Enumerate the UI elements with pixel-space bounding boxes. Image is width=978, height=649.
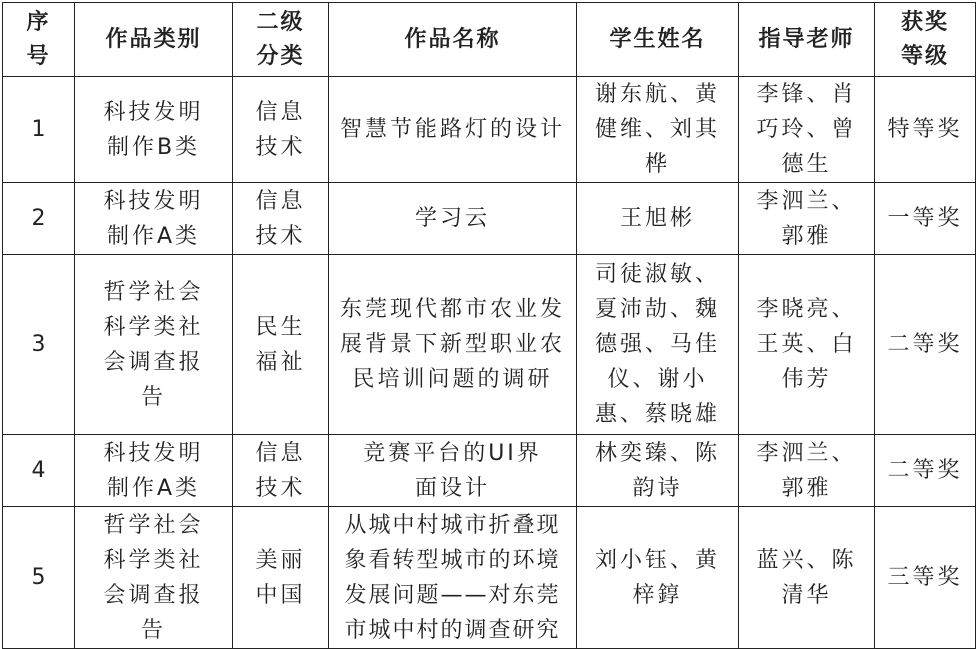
- row-subcategory: 民生福祉: [233, 255, 329, 435]
- table-row: [3, 183, 976, 255]
- row-advisors: 李泗兰、郭雅: [739, 183, 875, 255]
- row-students: 谢东航、黄健维、刘其桦: [577, 77, 739, 183]
- row-award: 二等奖: [875, 255, 976, 435]
- table-header-row: [3, 3, 976, 77]
- row-award: 一等奖: [875, 183, 976, 255]
- row-advisors: 蓝兴、陈清华: [739, 507, 875, 649]
- row-subcategory: 信息技术: [233, 435, 329, 507]
- table-row: [3, 255, 976, 435]
- row-award: 特等奖: [875, 77, 976, 183]
- awards-table: [2, 2, 976, 649]
- row-students: 司徒淑敏、夏沛劼、魏德强、马佳仪、谢小惠、蔡晓雄: [577, 255, 739, 435]
- row-index: 1: [3, 77, 75, 183]
- table-row: [3, 507, 976, 649]
- row-title: 竞赛平台的UI界面设计: [329, 435, 577, 507]
- row-award: 三等奖: [875, 507, 976, 649]
- row-category: 科技发明制作B类: [75, 77, 233, 183]
- row-advisors: 李泗兰、郭雅: [739, 435, 875, 507]
- header-award: 获奖等级: [875, 3, 976, 77]
- row-award: 二等奖: [875, 435, 976, 507]
- header-title: 作品名称: [329, 3, 577, 77]
- row-title: 东莞现代都市农业发展背景下新型职业农民培训问题的调研: [329, 255, 577, 435]
- row-subcategory: 信息技术: [233, 77, 329, 183]
- header-subcategory: 二级分类: [233, 3, 329, 77]
- row-category: 科技发明制作A类: [75, 435, 233, 507]
- row-title: 学习云: [329, 183, 577, 255]
- header-index: 序号: [3, 3, 75, 77]
- row-index: 3: [3, 255, 75, 435]
- header-advisors: 指导老师: [739, 3, 875, 77]
- row-category: 哲学社会科学类社会调查报告: [75, 255, 233, 435]
- row-title: 从城中村城市折叠现象看转型城市的环境发展问题——对东莞市城中村的调查研究: [329, 507, 577, 649]
- row-title: 智慧节能路灯的设计: [329, 77, 577, 183]
- row-advisors: 李晓亮、王英、白伟芳: [739, 255, 875, 435]
- row-advisors: 李锋、肖巧玲、曾德生: [739, 77, 875, 183]
- row-students: 林奕臻、陈韵诗: [577, 435, 739, 507]
- row-category: 科技发明制作A类: [75, 183, 233, 255]
- row-subcategory: 美丽中国: [233, 507, 329, 649]
- row-students: 王旭彬: [577, 183, 739, 255]
- table-row: [3, 435, 976, 507]
- table-row: [3, 77, 976, 183]
- row-subcategory: 信息技术: [233, 183, 329, 255]
- row-index: 4: [3, 435, 75, 507]
- row-index: 5: [3, 507, 75, 649]
- row-index: 2: [3, 183, 75, 255]
- row-category: 哲学社会科学类社会调查报告: [75, 507, 233, 649]
- header-category: 作品类别: [75, 3, 233, 77]
- header-students: 学生姓名: [577, 3, 739, 77]
- row-students: 刘小钰、黄梓錞: [577, 507, 739, 649]
